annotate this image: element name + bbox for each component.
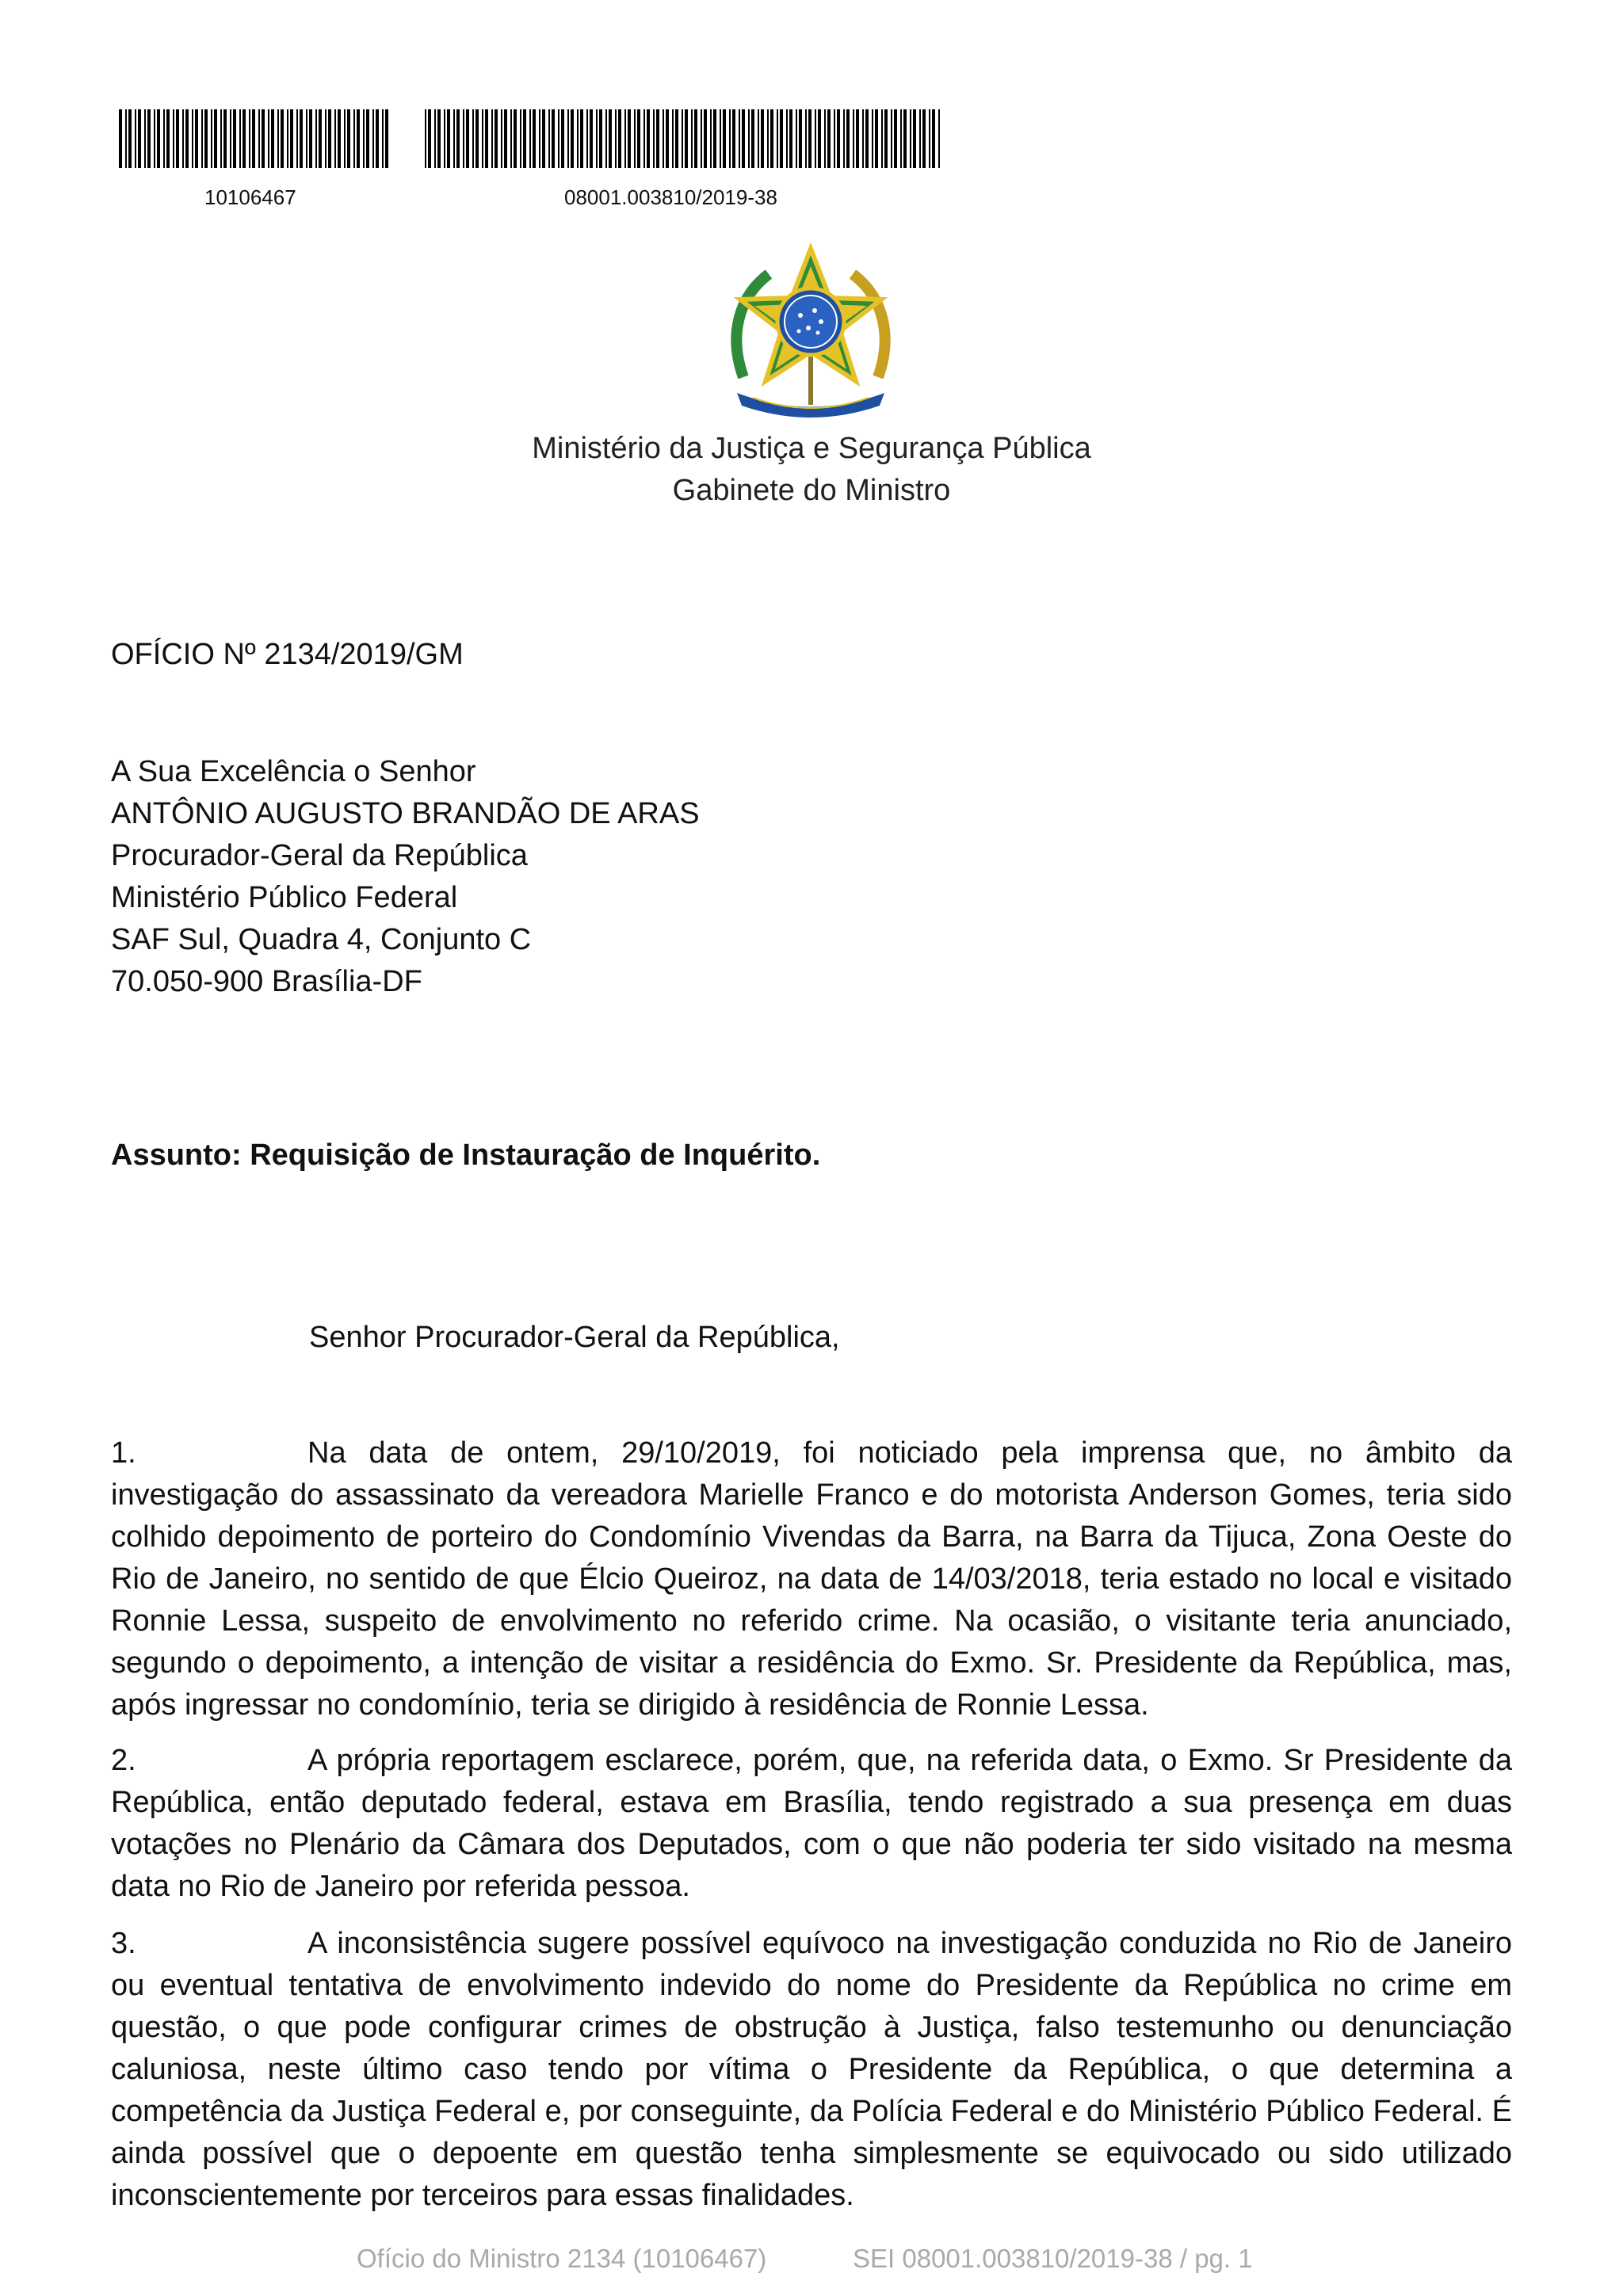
barcode-bar <box>577 109 579 168</box>
barcode-bar <box>932 109 935 168</box>
barcode-bar <box>466 109 469 168</box>
barcode-bar <box>428 109 431 168</box>
barcode-bar <box>176 109 179 168</box>
barcode-bar <box>204 109 208 168</box>
barcode-bar <box>815 109 816 168</box>
barcode-bar <box>862 109 864 168</box>
address-line: Procurador-Geral da República <box>111 839 528 872</box>
barcode-bar <box>777 109 778 168</box>
barcode-bar <box>720 109 721 168</box>
paragraph-1 <box>111 1432 1512 1726</box>
barcode-left-label: 10106467 <box>204 185 296 209</box>
subject: Assunto: Requisição de Instauração de Inquérito. <box>111 1138 821 1172</box>
paragraph-number: 1. <box>111 1436 136 1470</box>
barcode-bar <box>704 109 707 168</box>
barcode-bar <box>239 109 241 168</box>
barcode-bar <box>366 109 369 168</box>
barcode-bar <box>192 109 193 168</box>
barcode-bar <box>827 109 831 168</box>
barcode-bar <box>751 109 754 168</box>
barcode-bar <box>347 109 350 168</box>
barcode-bar <box>501 109 502 168</box>
barcode-bar <box>637 109 640 168</box>
barcode-bar <box>929 109 930 168</box>
barcode-bar <box>843 109 845 168</box>
barcode-bar <box>672 109 674 168</box>
barcode-bar <box>808 109 812 168</box>
barcode-bar <box>865 109 869 168</box>
barcode-bar <box>230 109 231 168</box>
barcode-bar <box>334 109 336 168</box>
barcode-bar <box>542 109 545 168</box>
barcode-bar <box>567 109 569 168</box>
barcode-bar <box>818 109 821 168</box>
barcode-bar <box>780 109 783 168</box>
barcode-bar <box>290 109 293 168</box>
barcode-bar <box>694 109 697 168</box>
barcode-bar <box>456 109 460 168</box>
barcode-bar <box>675 109 678 168</box>
barcode-bar <box>138 109 141 168</box>
barcode-bar <box>338 109 341 168</box>
barcode-bar <box>571 109 574 168</box>
barcode-bar <box>548 109 550 168</box>
barcode-bar <box>166 109 170 168</box>
barcode-bar <box>277 109 279 168</box>
barcode-bar <box>539 109 540 168</box>
barcode-bar <box>520 109 521 168</box>
barcode-bar <box>268 109 269 168</box>
barcode-bar <box>723 109 726 168</box>
barcode-bar <box>252 109 255 168</box>
barcode-bar <box>910 109 911 168</box>
barcode-bar <box>195 109 198 168</box>
barcode-bar <box>437 109 441 168</box>
barcode-bar <box>580 109 583 168</box>
barcode-bar <box>300 109 303 168</box>
barcode-bar <box>732 109 735 168</box>
barcode-bar <box>938 109 940 168</box>
ministry-title: Ministério da Justiça e Segurança Pública <box>532 432 1091 465</box>
barcode-bar <box>382 109 384 168</box>
salutation: Senhor Procurador-Geral da República, <box>309 1321 840 1354</box>
barcode-bar <box>701 109 702 168</box>
barcode-bar <box>385 109 388 168</box>
barcode-bar <box>647 109 650 168</box>
barcode-bar <box>767 109 769 168</box>
paragraph-text: A inconsistência sugere possível equívoco na investigação conduzida no Rio de Janeiro ou eventual tentativa de envolvimento indevido do nome do Presidente da República no crime em questão, o que pode configurar crimes de obstrução à Justiça, falso testemunho ou denunciação caluniosa, neste último caso tendo por vítima o Presidente da República, o que determina a competência da Justiça Federal e, por conseguinte, da Polícia Federal e do Ministério Público Federal. É ainda possível que o depoente em questão tenha simplesmente se equivocado ou sido utilizado inconscientemente por terceiros para essas finalidades. <box>111 1927 1512 2212</box>
barcode-right-label: 08001.003810/2019-38 <box>564 185 777 209</box>
barcode-bar <box>590 109 593 168</box>
barcode-bar <box>586 109 588 168</box>
barcode-bar <box>271 109 274 168</box>
barcode-bar <box>220 109 222 168</box>
barcode-bar <box>618 109 621 168</box>
barcode-bar <box>799 109 802 168</box>
barcode-bar <box>296 109 298 168</box>
barcode-bar <box>691 109 693 168</box>
barcode-bar <box>223 109 227 168</box>
barcode-bar <box>894 109 897 168</box>
barcode-bar <box>748 109 750 168</box>
barcode-bar <box>353 109 355 168</box>
barcode-bar <box>685 109 688 168</box>
barcode-bar <box>453 109 455 168</box>
barcode-bar <box>533 109 536 168</box>
barcode-bar <box>786 109 788 168</box>
barcode-bar <box>328 109 331 168</box>
barcode-bar <box>258 109 260 168</box>
barcode-bar <box>434 109 436 168</box>
barcode-bar <box>444 109 445 168</box>
barcode-bar <box>609 109 612 168</box>
barcode-bar <box>157 109 160 168</box>
barcode-bar <box>281 109 284 168</box>
barcode-bar <box>856 109 859 168</box>
barcode-bar <box>510 109 512 168</box>
barcode-bar <box>173 109 174 168</box>
barcode-bar <box>376 109 379 168</box>
barcode-bar <box>463 109 464 168</box>
barcode-left <box>119 109 391 168</box>
barcode-bar <box>875 109 878 168</box>
barcode-bar <box>913 109 916 168</box>
footer-sei-page: SEI 08001.003810/2019-38 / pg. 1 <box>853 2244 1253 2273</box>
barcode-bar <box>344 109 346 168</box>
barcode-bar <box>729 109 731 168</box>
barcode-bar <box>761 109 764 168</box>
barcode-bar <box>846 109 850 168</box>
barcode-bar <box>262 109 265 168</box>
barcode-bar <box>363 109 365 168</box>
paragraph-2 <box>111 1740 1512 1908</box>
barcode-bar <box>249 109 250 168</box>
barcode-bar <box>891 109 892 168</box>
barcode-bar <box>119 109 122 168</box>
address-line: SAF Sul, Quadra 4, Conjunto C <box>111 923 532 956</box>
barcode-bar <box>624 109 626 168</box>
barcode-bar <box>770 109 773 168</box>
barcode-bar <box>872 109 873 168</box>
barcode-bar <box>742 109 745 168</box>
barcode-bar <box>758 109 759 168</box>
barcode-bar <box>125 109 127 168</box>
barcode-bar <box>656 109 659 168</box>
barcode-bar <box>663 109 664 168</box>
barcode-bar <box>163 109 165 168</box>
barcode-bar <box>682 109 683 168</box>
barcode-bar <box>154 109 155 168</box>
barcode-bar <box>447 109 450 168</box>
barcode-bar <box>523 109 526 168</box>
barcode-bar <box>128 109 132 168</box>
barcode-bar <box>900 109 902 168</box>
barcode-bar <box>306 109 307 168</box>
address-line: A Sua Excelência o Senhor <box>111 755 476 788</box>
barcode-bar <box>596 109 598 168</box>
barcode-bar <box>884 109 888 168</box>
paragraph-text: Na data de ontem, 29/10/2019, foi noticiado pela imprensa que, no âmbito da investigação do assassinato da vereadora Marielle Franco e do motorista Anderson Gomes, teria sido colhido depoimento de porteiro do Condomínio Vivendas da Barra, na Barra da Tijuca, Zona Oeste do Rio de Janeiro, no sentido de que Élcio Queiroz, na data de 14/03/2018, teria estado no local e visitado Ronnie Lessa, suspeito de envolvimento no referido crime. Na ocasião, o visitante teria anunciado, segundo o depoimento, a intenção de visitar a residência do Exmo. Sr. Presidente da República, mas, após ingressar no condomínio, teria se dirigido à residência de Ronnie Lessa. <box>111 1436 1512 1722</box>
barcode-bar <box>211 109 212 168</box>
barcode-bar <box>319 109 322 168</box>
barcode-bar <box>903 109 907 168</box>
paragraph-3 <box>111 1923 1512 2217</box>
barcode-bar <box>552 109 555 168</box>
footer-document-label: Ofício do Ministro 2134 (10106467) <box>357 2244 767 2273</box>
barcode-bar <box>922 109 926 168</box>
barcode-bar <box>605 109 607 168</box>
barcode-bar <box>853 109 854 168</box>
barcode-bar <box>482 109 483 168</box>
barcode-bar <box>201 109 203 168</box>
barcode-bar <box>147 109 151 168</box>
barcode-bar <box>837 109 840 168</box>
barcode-bar <box>615 109 617 168</box>
barcode-right <box>425 109 941 168</box>
barcode-bar <box>495 109 498 168</box>
barcode-bar <box>919 109 921 168</box>
barcode-bar <box>185 109 189 168</box>
barcode-bar <box>881 109 883 168</box>
barcode-bar <box>634 109 636 168</box>
barcode-bar <box>144 109 146 168</box>
barcode-bar <box>796 109 797 168</box>
barcode-bar <box>643 109 645 168</box>
paragraph-number: 3. <box>111 1927 136 1960</box>
address-line: ANTÔNIO AUGUSTO BRANDÃO DE ARAS <box>111 797 700 830</box>
barcode-bar <box>242 109 246 168</box>
brazil-coat-of-arms-icon <box>721 242 900 418</box>
barcode-bar <box>805 109 807 168</box>
barcode-bar <box>485 109 488 168</box>
barcode-bar <box>325 109 327 168</box>
barcode-bar <box>491 109 493 168</box>
barcode-bar <box>529 109 531 168</box>
barcode-bar <box>287 109 288 168</box>
barcode-bar <box>472 109 474 168</box>
barcode-bar <box>315 109 317 168</box>
barcode-bar <box>357 109 360 168</box>
cabinet-title: Gabinete do Ministro <box>672 474 951 507</box>
barcode-bar <box>504 109 507 168</box>
barcode-bar <box>599 109 602 168</box>
barcode-bar <box>214 109 217 168</box>
barcode-bar <box>834 109 835 168</box>
barcode-bar <box>182 109 184 168</box>
oficio-number: OFÍCIO Nº 2134/2019/GM <box>111 638 464 671</box>
barcode-bar <box>789 109 792 168</box>
address-line: 70.050-900 Brasília-DF <box>111 965 422 998</box>
barcode-bar <box>514 109 517 168</box>
barcode-bar <box>739 109 740 168</box>
barcode-bar <box>425 109 426 168</box>
barcode-bar <box>628 109 631 168</box>
barcode-bar <box>666 109 669 168</box>
barcode-bar <box>653 109 655 168</box>
paragraph-text: A própria reportagem esclarece, porém, que, na referida data, o Exmo. Sr Presidente da República, então deputado federal, estava em Brasília, tendo registrado a sua presença em duas votações no Plenário da Câmara dos Deputados, com o que não poderia ter sido visitado na mesma data no Rio de Janeiro por referida pessoa. <box>111 1744 1512 1903</box>
barcode-bar <box>309 109 312 168</box>
barcode-bar <box>135 109 136 168</box>
barcode-bar <box>824 109 826 168</box>
barcode-bar <box>713 109 716 168</box>
barcode-bar <box>558 109 559 168</box>
address-line: Ministério Público Federal <box>111 881 458 914</box>
barcode-bar <box>372 109 374 168</box>
barcode-bar <box>710 109 712 168</box>
barcode-bar <box>233 109 236 168</box>
paragraph-number: 2. <box>111 1744 136 1777</box>
barcode-bar <box>475 109 479 168</box>
barcode-bar <box>561 109 564 168</box>
